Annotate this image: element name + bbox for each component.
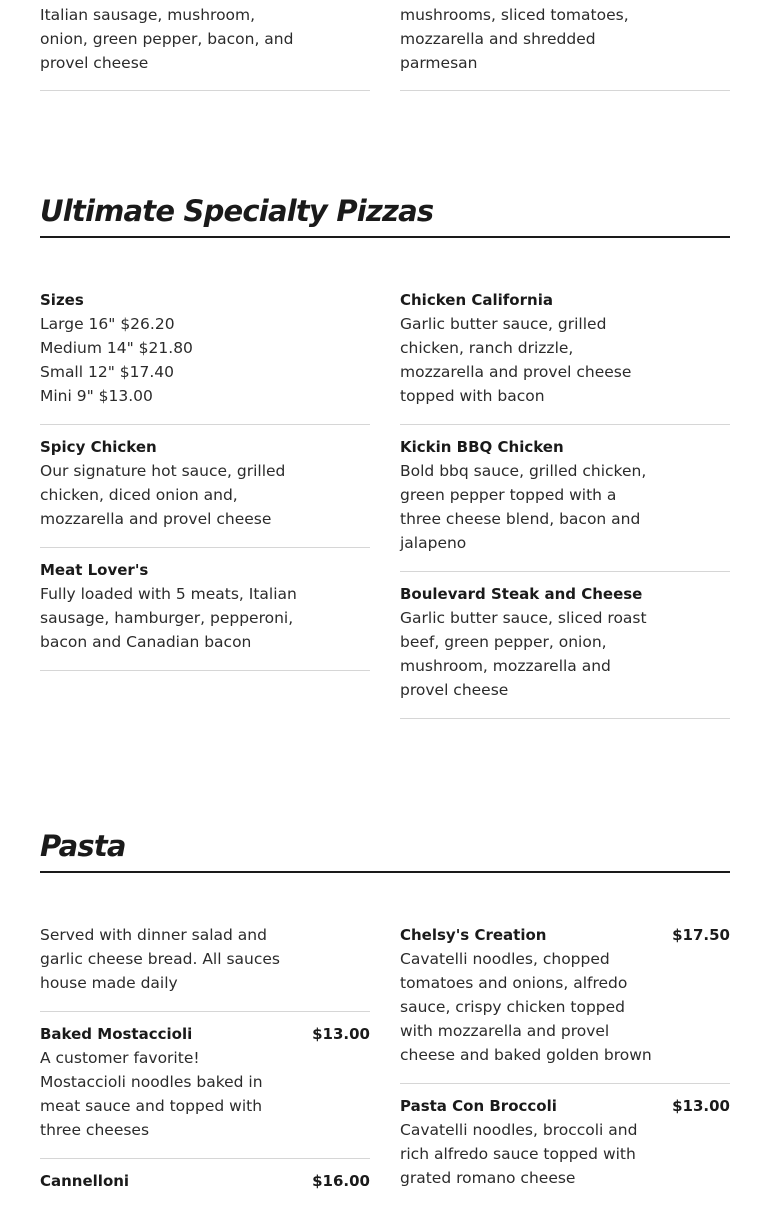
item-name: Baked Mostaccioli [40,1025,193,1043]
item-description: Our signature hot sauce, grilled chicken, diced onion and, mozzarella and provel cheese [40,462,286,528]
menu-item-continued-right [400,3,730,101]
menu-item-meat-lovers [40,558,370,671]
sizes-list: Large 16" $26.20 Medium 14" $21.80 Small 12" $17.40 Mini 9" $13.00 [40,315,193,405]
section-title-pasta: Pasta [40,827,730,873]
item-name: Boulevard Steak and Cheese [400,585,643,603]
item-description: mushrooms, sliced tomatoes, mozzarella and shredded parmesan [400,6,629,72]
item-name: Chicken California [400,291,553,309]
ultimate-right-column [400,288,730,729]
menu-item-chicken-california [400,288,730,425]
item-description: Bold bbq sauce, grilled chicken, green pepper topped with a three cheese blend, bacon and jalapeno [400,462,647,552]
item-description: Garlic butter sauce, grilled chicken, ranch drizzle, mozzarella and provel cheese topped with bacon [400,315,632,405]
item-name: Sizes [40,291,84,309]
item-price: $16.00 [312,1172,370,1190]
item-description: Garlic butter sauce, sliced roast beef, green pepper, onion, mushroom, mozzarella and provel cheese [400,609,647,699]
item-price: $13.00 [312,1025,370,1043]
item-description: Italian sausage, mushroom, onion, green pepper, bacon, and provel cheese [40,6,294,72]
item-description: A customer favorite! Mostaccioli noodles baked in meat sauce and topped with three cheeses [40,1049,263,1139]
menu-item-pasta-con-broccoli [400,1094,730,1206]
item-price: $13.00 [672,1097,730,1115]
pasta-left-column [40,923,370,1219]
item-name: Chelsy's Creation [400,926,547,944]
item-description: Cavatelli noodles, broccoli and rich alfredo sauce topped with grated romano cheese [400,1121,638,1187]
menu-item-chelsys-creation [400,923,730,1084]
item-name: Pasta Con Broccoli [400,1097,557,1115]
item-name: Spicy Chicken [40,438,157,456]
pasta-intro-text: Served with dinner salad and garlic cheese bread. All sauces house made daily [40,926,281,992]
item-description: Cavatelli noodles, chopped tomatoes and onions, alfredo sauce, crispy chicken topped with mozzarella and provel cheese and baked golden brown [400,950,652,1064]
item-price: $17.50 [672,926,730,944]
menu-item-kickin-bbq-chicken [400,435,730,572]
menu-item-cannelloni [40,1169,370,1209]
menu-item-spicy-chicken [40,435,370,548]
pasta-intro [40,923,370,1012]
menu-item-baked-mostaccioli [40,1022,370,1159]
item-description: Fully loaded with 5 meats, Italian sausage, hamburger, pepperoni, bacon and Canadian bacon [40,585,297,651]
sizes-block [40,288,370,425]
menu-item-boulevard-steak-and-cheese [400,582,730,719]
ultimate-left-column [40,288,370,681]
menu-item-continued-left [40,3,370,101]
item-name: Meat Lover's [40,561,149,579]
item-name: Kickin BBQ Chicken [400,438,564,456]
item-name: Cannelloni [40,1172,130,1190]
section-title-ultimate-specialty-pizzas: Ultimate Specialty Pizzas [40,192,730,238]
pasta-right-column [400,923,730,1216]
